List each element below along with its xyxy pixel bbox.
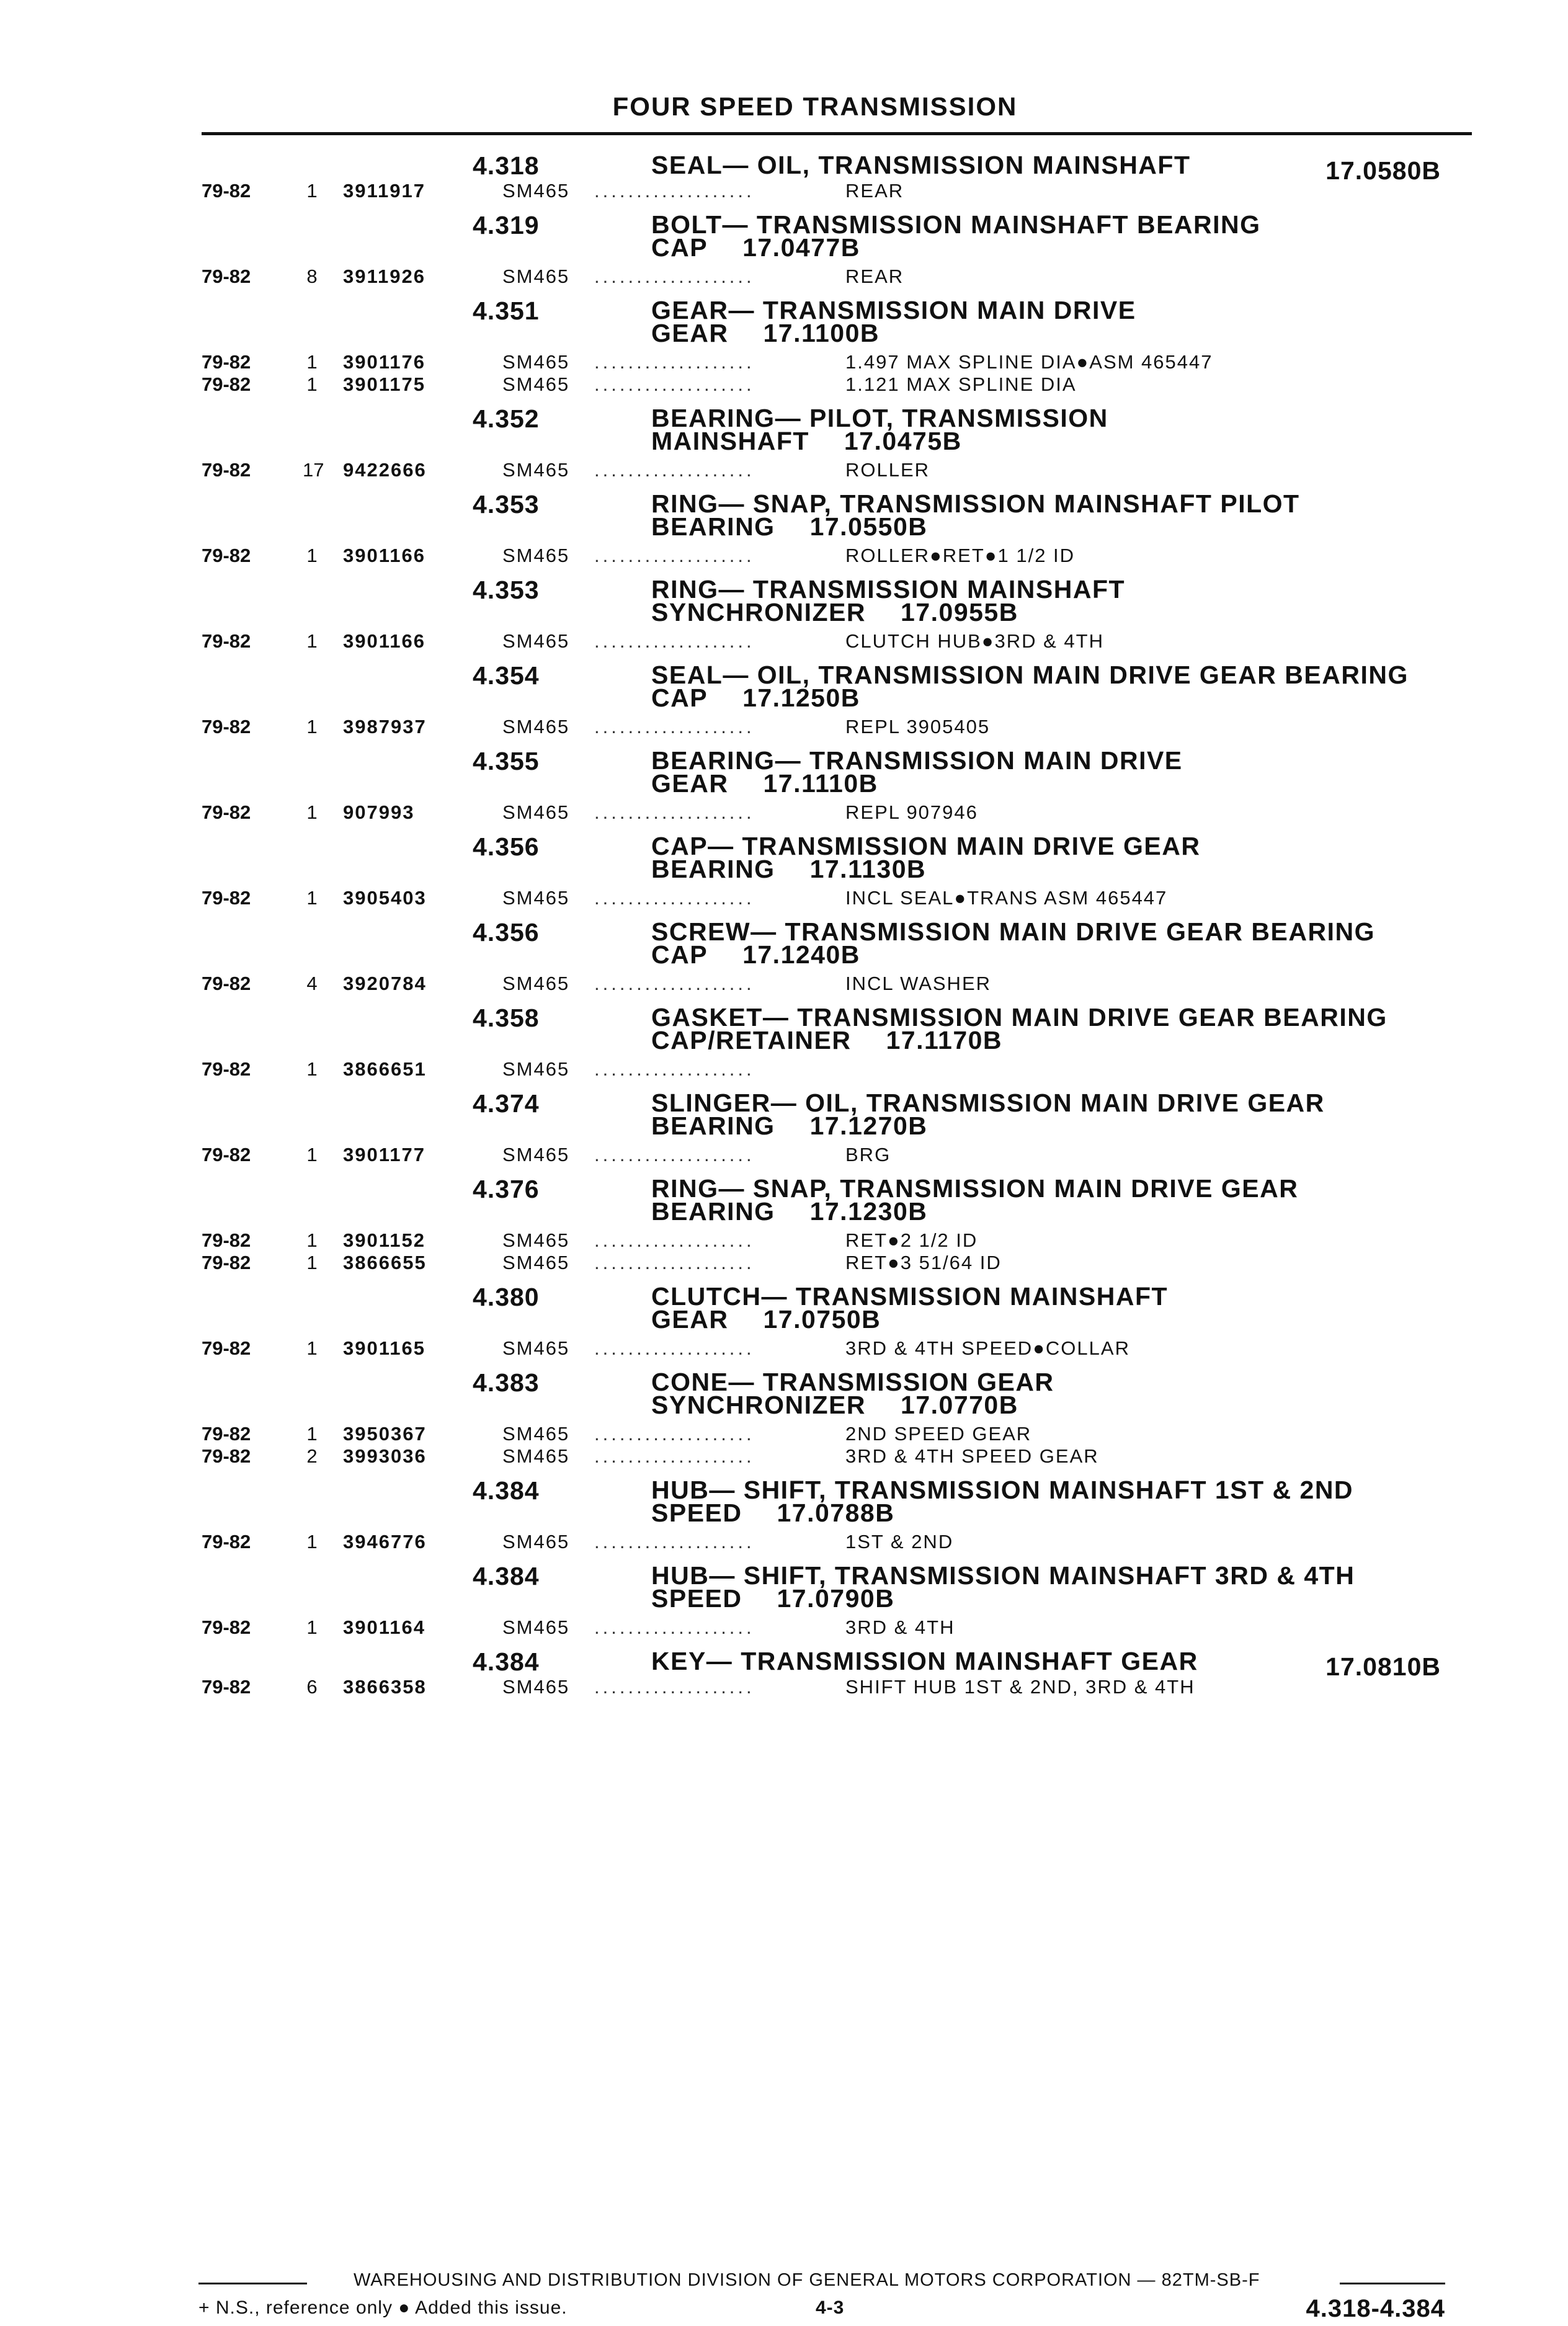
model-years: 79-82 [202,716,251,737]
description-line-2 [651,1391,1445,1419]
model-years: 79-82 [202,887,251,909]
dot-leader: ................... [594,1676,755,1698]
part-number: 3950367 [343,1423,427,1445]
usage-note: INCL WASHER [845,973,992,994]
usage-note: 2ND SPEED GEAR [845,1423,1032,1445]
model-years: 79-82 [202,1423,251,1445]
usage-note: ROLLER●RET●1 1/2 ID [845,545,1076,566]
section-code: 4.352 [473,404,540,433]
part-description [651,489,1445,541]
section-code: 4.318 [473,151,540,180]
description-line-2 [651,1112,1445,1140]
model-years: 79-82 [202,1445,251,1467]
catalog-entry [0,659,1568,738]
description-continuation: SPEED [651,1584,742,1613]
footer-right-rule [1340,2283,1445,2284]
description-continuation: SYNCHRONIZER [651,1391,866,1419]
transmission-model: SM465 [502,716,570,737]
quantity: 17 [303,459,324,481]
application-row [0,1531,1568,1553]
catalog-entry [0,1280,1568,1360]
model-years: 79-82 [202,801,251,823]
entry-heading [0,1366,1568,1423]
model-years: 79-82 [202,351,251,373]
part-description [651,1476,1445,1527]
application-row [0,1144,1568,1166]
quantity: 1 [306,351,318,373]
transmission-model: SM465 [502,630,570,652]
description-line-1: SEAL— OIL, TRANSMISSION MAIN DRIVE GEAR BEARING [651,661,1409,689]
transmission-model: SM465 [502,887,570,909]
group-reference: 17.0475B [844,427,962,455]
part-description [651,1282,1445,1334]
dot-leader: ................... [594,1058,755,1080]
description-continuation: CAP/RETAINER [651,1026,852,1054]
transmission-model: SM465 [502,265,570,287]
transmission-model: SM465 [502,1676,570,1698]
application-row [0,545,1568,567]
part-number: 907993 [343,801,415,823]
footer-legend: + N.S., reference only ● Added this issue. [198,2297,568,2318]
model-years: 79-82 [202,1531,251,1553]
transmission-model: SM465 [502,1144,570,1165]
description-continuation: MAINSHAFT [651,427,809,455]
application-row [0,180,1568,202]
catalog-entry [0,916,1568,995]
part-number: 3987937 [343,716,427,737]
model-years: 79-82 [202,459,251,481]
model-years: 79-82 [202,180,251,202]
description-line-1: HUB— SHIFT, TRANSMISSION MAINSHAFT 1ST & 2ND [651,1476,1354,1504]
section-code: 4.353 [473,576,540,604]
part-description [651,1089,1445,1140]
catalog-entry [0,1645,1568,1698]
catalog-entry [0,294,1568,396]
part-description [651,917,1445,969]
quantity: 1 [306,1616,318,1638]
description-line-1: SCREW— TRANSMISSION MAIN DRIVE GEAR BEARING [651,917,1375,946]
usage-note: INCL SEAL●TRANS ASM 465447 [845,887,1168,909]
part-number: 3920784 [343,973,427,994]
application-row [0,1252,1568,1274]
application-row [0,351,1568,373]
section-code: 4.319 [473,211,540,239]
usage-note: REPL 907946 [845,801,978,823]
entry-heading [0,830,1568,887]
description-line-2 [651,684,1445,712]
description-continuation: CAP [651,684,708,712]
model-years: 79-82 [202,1676,251,1698]
transmission-model: SM465 [502,1616,570,1638]
part-description [651,1174,1445,1226]
application-row [0,1058,1568,1081]
group-reference: 17.0477B [742,233,860,262]
description-line-1: RING— SNAP, TRANSMISSION MAINSHAFT PILOT [651,489,1300,518]
application-row [0,459,1568,481]
part-description [651,296,1445,347]
section-code: 4.384 [473,1476,540,1505]
group-reference: 17.0580B [1325,156,1441,185]
dot-leader: ................... [594,459,755,481]
usage-note: 1.497 MAX SPLINE DIA●ASM 465447 [845,351,1213,373]
part-number: 3866651 [343,1058,427,1080]
catalog-entry [0,1087,1568,1166]
part-number: 3901177 [343,1144,425,1165]
quantity: 1 [306,1337,318,1359]
usage-note: CLUTCH HUB●3RD & 4TH [845,630,1104,652]
description-continuation: SYNCHRONIZER [651,598,866,626]
group-reference: 17.1250B [742,684,860,712]
quantity: 1 [306,1058,318,1080]
transmission-model: SM465 [502,459,570,481]
transmission-model: SM465 [502,973,570,994]
part-description [651,1561,1445,1613]
section-code: 4.374 [473,1089,540,1118]
quantity: 1 [306,1144,318,1165]
quantity: 1 [306,801,318,823]
part-number: 3905403 [343,887,427,909]
section-code: 4.355 [473,747,540,775]
model-years: 79-82 [202,1252,251,1273]
catalog-entry [0,1559,1568,1639]
group-reference: 17.0810B [1325,1652,1441,1681]
description-continuation: BEARING [651,855,775,883]
part-number: 3901166 [343,630,425,652]
part-number: 3901166 [343,545,425,566]
entry-heading [0,659,1568,716]
description-line-1: SEAL— OIL, TRANSMISSION MAINSHAFT [651,151,1191,179]
usage-note: 3RD & 4TH SPEED●COLLAR [845,1337,1130,1359]
description-line-1: CLUTCH— TRANSMISSION MAINSHAFT [651,1282,1169,1311]
group-reference: 17.0955B [901,598,1018,626]
group-reference: 17.1130B [809,855,927,883]
transmission-model: SM465 [502,1058,570,1080]
entry-heading [0,488,1568,545]
footer-division-text: WAREHOUSING AND DISTRIBUTION DIVISION OF GENERAL MOTORS CORPORATION — 82TM-SB-F [354,2270,1260,2290]
transmission-model: SM465 [502,1229,570,1251]
model-years: 79-82 [202,265,251,287]
usage-note: 3RD & 4TH SPEED GEAR [845,1445,1099,1467]
part-number: 3901152 [343,1229,425,1251]
model-years: 79-82 [202,1337,251,1359]
part-description [651,661,1445,712]
usage-note: REAR [845,180,904,202]
catalog-entry [0,208,1568,288]
application-row [0,801,1568,824]
description-line-2 [651,1197,1445,1226]
entry-heading [0,573,1568,630]
model-years: 79-82 [202,545,251,566]
usage-note: REPL 3905405 [845,716,991,737]
description-line-2 [651,1026,1445,1054]
entry-heading [0,208,1568,265]
description-continuation: GEAR [651,769,729,798]
entry-heading [0,1280,1568,1337]
application-row [0,716,1568,738]
dot-leader: ................... [594,265,755,287]
transmission-model: SM465 [502,1252,570,1273]
section-code: 4.356 [473,918,540,947]
entry-heading [0,1645,1568,1681]
quantity: 2 [306,1445,318,1467]
part-number: 3901165 [343,1337,425,1359]
entry-heading [0,149,1568,185]
dot-leader: ................... [594,1445,755,1467]
quantity: 1 [306,1252,318,1273]
transmission-model: SM465 [502,1445,570,1467]
catalog-entry [0,488,1568,567]
catalog-entry [0,1366,1568,1468]
catalog-entry [0,830,1568,909]
usage-note: BRG [845,1144,891,1165]
part-description [651,1003,1445,1054]
usage-note: SHIFT HUB 1ST & 2ND, 3RD & 4TH [845,1676,1195,1698]
model-years: 79-82 [202,1144,251,1165]
usage-note: 1ST & 2ND [845,1531,954,1553]
model-years: 79-82 [202,1058,251,1080]
entry-heading [0,1474,1568,1531]
application-row [0,1229,1568,1252]
description-line-2 [651,512,1445,541]
transmission-model: SM465 [502,1531,570,1553]
description-line-2 [651,940,1445,969]
catalog-entry [0,1172,1568,1274]
section-code: 4.384 [473,1562,540,1590]
application-row [0,1616,1568,1639]
section-code: 4.353 [473,490,540,519]
section-code: 4.380 [473,1283,540,1311]
section-code: 4.351 [473,296,540,325]
part-number: 3901164 [343,1616,425,1638]
entry-heading [0,402,1568,459]
usage-note: 3RD & 4TH [845,1616,955,1638]
group-reference: 17.1240B [742,940,860,969]
model-years: 79-82 [202,373,251,395]
entry-heading [0,916,1568,973]
description-line-2 [651,427,1445,455]
dot-leader: ................... [594,1423,755,1445]
transmission-model: SM465 [502,545,570,566]
transmission-model: SM465 [502,351,570,373]
dot-leader: ................... [594,180,755,202]
usage-note: 1.121 MAX SPLINE DIA [845,373,1077,395]
group-reference: 17.1270B [809,1112,928,1140]
entry-heading [0,744,1568,801]
parts-list [0,149,1568,1704]
part-number: 3911926 [343,265,425,287]
usage-note: REAR [845,265,904,287]
description-continuation: GEAR [651,1305,729,1334]
entry-heading [0,1559,1568,1616]
description-line-2 [651,1499,1445,1527]
model-years: 79-82 [202,630,251,652]
description-continuation: BEARING [651,1197,775,1226]
dot-leader: ................... [594,1229,755,1251]
footer-info [198,2295,1445,2326]
section-code: 4.376 [473,1175,540,1203]
description-continuation: SPEED [651,1499,742,1527]
dot-leader: ................... [594,887,755,909]
model-years: 79-82 [202,1229,251,1251]
catalog-entry [0,149,1568,202]
description-line-1: HUB— SHIFT, TRANSMISSION MAINSHAFT 3RD & 4TH [651,1561,1355,1590]
description-continuation: BEARING [651,1112,775,1140]
catalog-entry [0,573,1568,653]
page-range: 4.318-4.384 [1306,2295,1445,2322]
page-number: 4-3 [816,2297,845,2318]
description-line-1: KEY— TRANSMISSION MAINSHAFT GEAR [651,1647,1198,1675]
quantity: 1 [306,373,318,395]
description-continuation: BEARING [651,512,775,541]
entry-heading [0,1172,1568,1229]
page-title: FOUR SPEED TRANSMISSION [612,92,1018,121]
section-code: 4.383 [473,1368,540,1397]
group-reference: 17.1110B [763,769,878,798]
footer-publisher [198,2270,1445,2295]
group-reference: 17.0770B [901,1391,1018,1419]
dot-leader: ................... [594,973,755,994]
model-years: 79-82 [202,973,251,994]
part-description [651,210,1445,262]
application-row [0,373,1568,396]
section-code: 4.356 [473,832,540,861]
entry-heading [0,1087,1568,1144]
description-continuation: CAP [651,233,708,262]
quantity: 1 [306,545,318,566]
application-row [0,1676,1568,1698]
dot-leader: ................... [594,1531,755,1553]
transmission-model: SM465 [502,1337,570,1359]
part-description [651,832,1445,883]
header-divider [202,132,1472,135]
quantity: 1 [306,1229,318,1251]
description-line-1: BEARING— TRANSMISSION MAIN DRIVE [651,746,1183,775]
part-number: 3866358 [343,1676,427,1698]
part-description [651,404,1445,455]
part-number: 9422666 [343,459,427,481]
part-description [651,1368,1445,1419]
description-line-1: CONE— TRANSMISSION GEAR [651,1368,1054,1396]
description-line-2 [651,598,1445,626]
description-line-2 [651,233,1445,262]
transmission-model: SM465 [502,180,570,202]
group-reference: 17.0790B [777,1584,895,1613]
footer-left-rule [198,2283,307,2284]
catalog-entry [0,1001,1568,1081]
part-number: 3993036 [343,1445,427,1467]
dot-leader: ................... [594,1252,755,1273]
description-line-1: SLINGER— OIL, TRANSMISSION MAIN DRIVE GEAR [651,1089,1325,1117]
description-line-1: BEARING— PILOT, TRANSMISSION [651,404,1108,432]
part-description [651,575,1445,626]
group-reference: 17.1170B [886,1026,1003,1054]
part-description [651,746,1445,798]
usage-note: RET●3 51/64 ID [845,1252,1002,1273]
dot-leader: ................... [594,1337,755,1359]
description-line-2 [651,319,1445,347]
application-row [0,973,1568,995]
application-row [0,887,1568,909]
group-reference: 17.1100B [763,319,880,347]
quantity: 1 [306,716,318,737]
description-line-1: BOLT— TRANSMISSION MAINSHAFT BEARING [651,210,1261,239]
quantity: 1 [306,1423,318,1445]
group-reference: 17.1230B [809,1197,928,1226]
dot-leader: ................... [594,1616,755,1638]
dot-leader: ................... [594,630,755,652]
quantity: 8 [306,265,318,287]
quantity: 6 [306,1676,318,1698]
group-reference: 17.0550B [809,512,928,541]
entry-heading [0,294,1568,351]
description-line-1: CAP— TRANSMISSION MAIN DRIVE GEAR [651,832,1201,860]
part-number: 3901175 [343,373,425,395]
transmission-model: SM465 [502,373,570,395]
dot-leader: ................... [594,716,755,737]
catalog-entry [0,402,1568,481]
application-row [0,265,1568,288]
description-continuation: CAP [651,940,708,969]
model-years: 79-82 [202,1616,251,1638]
description-line-1: GEAR— TRANSMISSION MAIN DRIVE [651,296,1136,324]
application-row [0,630,1568,653]
transmission-model: SM465 [502,801,570,823]
dot-leader: ................... [594,801,755,823]
transmission-model: SM465 [502,1423,570,1445]
dot-leader: ................... [594,545,755,566]
quantity: 1 [306,887,318,909]
description-line-2 [651,1305,1445,1334]
catalog-entry [0,1474,1568,1553]
group-reference: 17.0788B [777,1499,895,1527]
group-reference: 17.0750B [763,1305,881,1334]
quantity: 1 [306,630,318,652]
section-code: 4.354 [473,661,540,690]
description-line-2 [651,1584,1445,1613]
description-line-2 [651,769,1445,798]
part-number: 3911917 [343,180,425,202]
application-row [0,1445,1568,1468]
catalog-entry [0,744,1568,824]
application-row [0,1337,1568,1360]
quantity: 4 [306,973,318,994]
part-number: 3866655 [343,1252,427,1273]
description-line-2 [651,855,1445,883]
application-row [0,1423,1568,1445]
section-code: 4.384 [473,1647,540,1676]
quantity: 1 [306,1531,318,1553]
description-line-1: GASKET— TRANSMISSION MAIN DRIVE GEAR BEARING [651,1003,1388,1032]
description-continuation: GEAR [651,319,729,347]
part-number: 3946776 [343,1531,427,1553]
entry-heading [0,1001,1568,1058]
dot-leader: ................... [594,1144,755,1165]
quantity: 1 [306,180,318,202]
usage-note: ROLLER [845,459,930,481]
description-line-1: RING— TRANSMISSION MAINSHAFT [651,575,1126,604]
usage-note: RET●2 1/2 ID [845,1229,978,1251]
part-number: 3901176 [343,351,425,373]
dot-leader: ................... [594,351,755,373]
dot-leader: ................... [594,373,755,395]
section-code: 4.358 [473,1004,540,1032]
description-line-1: RING— SNAP, TRANSMISSION MAIN DRIVE GEAR [651,1174,1299,1203]
